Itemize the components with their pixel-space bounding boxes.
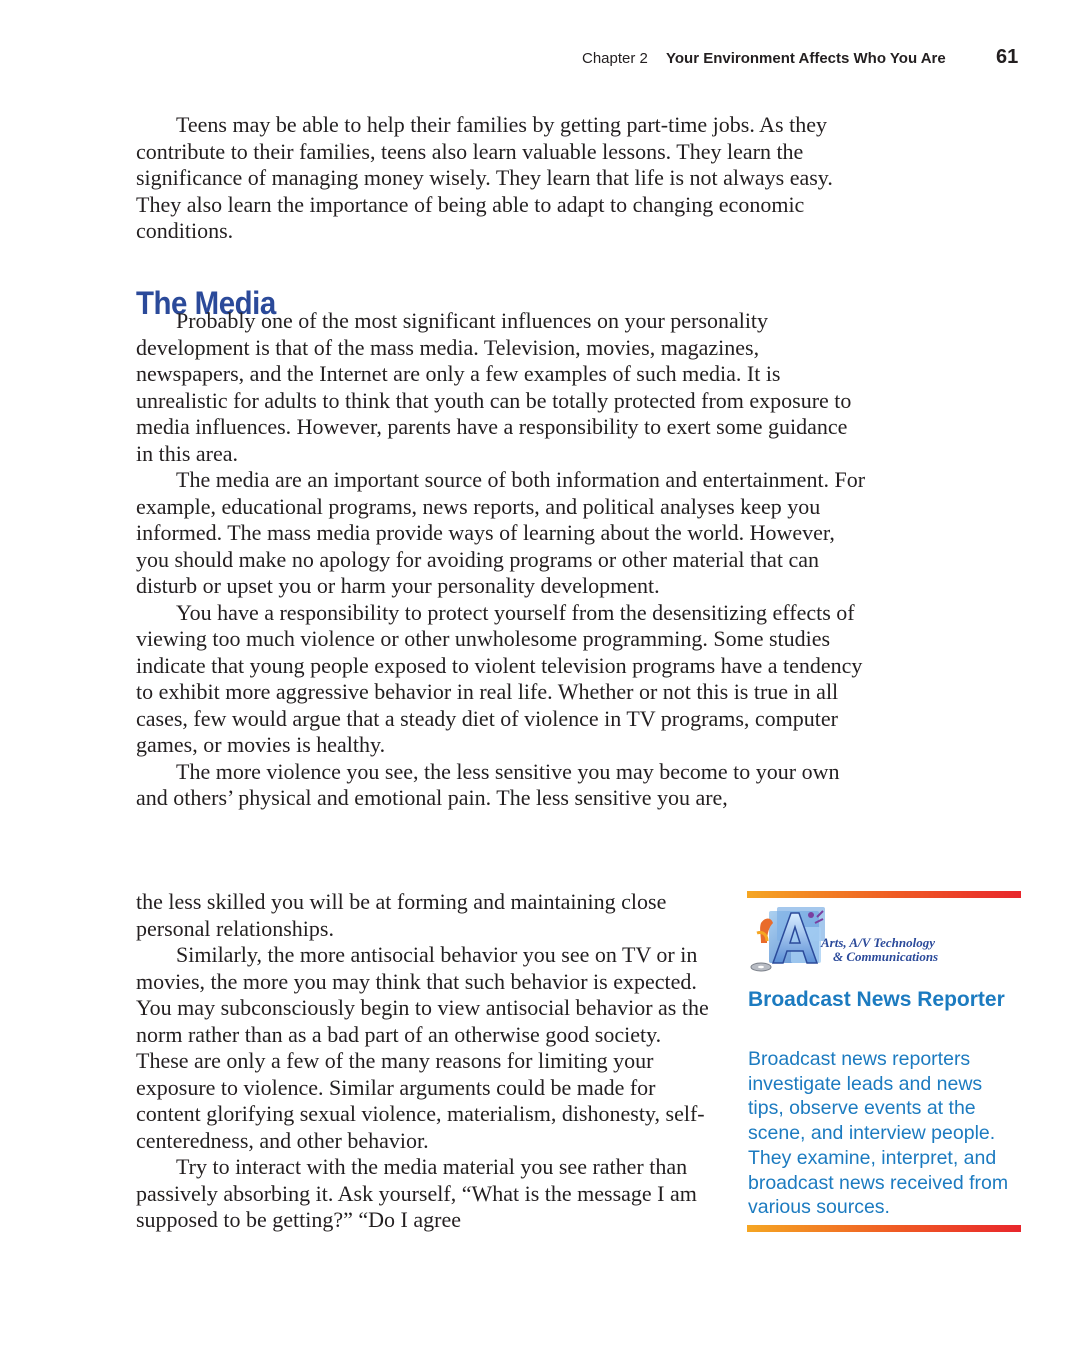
header-chapter-label: Chapter 2 bbox=[582, 50, 648, 67]
career-cluster-name bbox=[821, 936, 938, 964]
page-number: 61 bbox=[996, 46, 1019, 68]
logo-line-2: & Communications bbox=[833, 949, 939, 964]
intro-paragraph: Teens may be able to help their families by getting part-time jobs. As they contribute to their families, teens also learn valuable lessons. They learn the significance of managing money wisely. They learn that life is not always easy. They also learn the importance of being able to adapt to changing economic conditions. bbox=[136, 112, 833, 243]
section-heading: The Media bbox=[136, 284, 276, 321]
sidebar-bottom-rule bbox=[747, 1225, 1021, 1232]
sidebar-top-rule bbox=[747, 891, 1021, 898]
logo-line-1: Arts, A/V Technology bbox=[821, 935, 936, 950]
sidebar-title: Broadcast News Reporter bbox=[748, 988, 1005, 1011]
paragraph-information-source: The media are an important source of both information and entertainment. For example, educational programs, news reports, and political analyses keep you informed. The mass media provide ways of learning about the world. However, you should make no apology for avoiding programs or other material that can disturb or upset you or harm your personality development. bbox=[136, 467, 866, 598]
paragraph-desensitizing: You have a responsibility to protect yourself from the desensitizing effects of viewing too much violence or other unwholesome programming. Some studies indicate that young people exposed to violent television programs have a tendency to exhibit more aggressive behavior in real life. Whether or not this is true in all cases, few would argue that a steady diet of violence in TV programs, computer games, or movies is healthy. bbox=[136, 599, 863, 757]
paragraph-mass-media: Probably one of the most significant influences on your personality development is that of the mass media. Television, movies, magazines, newspapers, and the Internet are only a few examples of such media. It is unrealistic for adults to think that youth can be totally protected from exposure to media influences. However, parents have a responsibility to exert some guidance in this area. bbox=[136, 308, 852, 466]
paragraph-violence-sensitivity: The more violence you see, the less sensitive you may become to your own and others’ physical and emotional pain. The less sensitive you are, bbox=[136, 758, 840, 810]
paragraph-violence-sensitivity-continued: the less skilled you will be at forming and maintaining close personal relationships. bbox=[136, 889, 667, 941]
career-sidebar bbox=[747, 891, 1021, 1233]
paragraph-interact-with-media: Try to interact with the media material you see rather than passively absorbing it. Ask yourself, “What is the message I am supposed to be getting?” “Do I agree bbox=[136, 1154, 697, 1232]
paragraph-antisocial-behavior: Similarly, the more antisocial behavior you see on TV or in movies, the more you may think that such behavior is expected. You may subconsciously begin to view antisocial behavior as the norm rather than as a bad part of an otherwise good society. These are only a few of the many reasons for limiting your exposure to violence. Similar arguments could be made for content glorifying sexual violence, materialism, dishonesty, self-centeredness, and other behavior. bbox=[136, 942, 709, 1153]
media-section-text bbox=[136, 308, 866, 812]
intro-text bbox=[136, 112, 866, 245]
career-cluster-logo bbox=[747, 903, 947, 975]
sidebar-body: Broadcast news reporters investigate leads and news tips, observe events at the scene, and interview people. They examine, interpret, and broadcast news received from various sources. bbox=[748, 1048, 1009, 1219]
narrow-column-text bbox=[136, 889, 711, 1234]
running-header bbox=[0, 46, 1088, 74]
header-chapter-title: Your Environment Affects Who You Are bbox=[666, 50, 946, 67]
